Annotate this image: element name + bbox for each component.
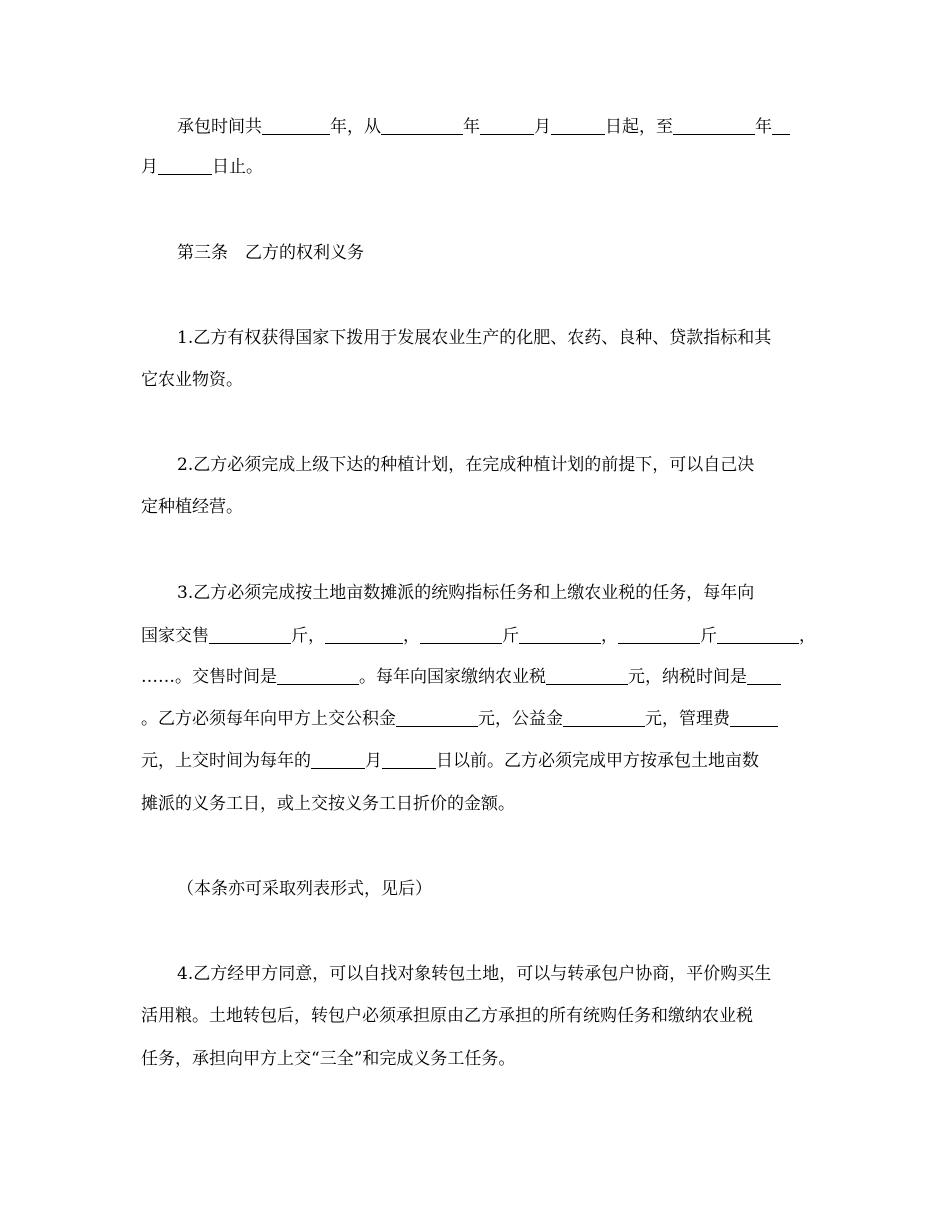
blank-field: [325, 625, 403, 644]
text-segment: ，: [403, 626, 420, 646]
text-segment: 年，从: [330, 117, 381, 137]
blank-field: [396, 708, 478, 727]
blank-field: [717, 625, 799, 644]
blank-field: [747, 666, 781, 685]
text-segment: 元，上交时间为每年的: [141, 751, 311, 771]
clause-1-line-1: 1.乙方有权获得国家下拨用于发展农业生产的化肥、农药、良种、贷款指标和其: [177, 328, 772, 348]
table-form-note: （本条亦可采取列表形式，见后）: [177, 879, 432, 899]
clause-4-line-3: 任务，承担向甲方上交“三全”和完成义务工任务。: [141, 1049, 516, 1069]
text-segment: ，: [601, 626, 618, 646]
blank-field: [420, 625, 502, 644]
article-3-heading: 第三条 乙方的权利义务: [177, 243, 364, 263]
text-segment: ，: [799, 626, 816, 646]
clause-3-line-3: [141, 666, 781, 688]
clause-3-line-2: [141, 625, 816, 647]
clause-1-line-2: 它农业物资。: [141, 370, 243, 390]
blank-field: [546, 666, 628, 685]
clause-2-line-2: 定种植经营。: [141, 497, 243, 517]
clause-3-line-1: 3.乙方必须完成按土地亩数摊派的统购指标任务和上缴农业税的任务，每年向: [177, 583, 755, 603]
text-segment: 斤: [700, 626, 717, 646]
blank-field: [730, 708, 778, 727]
blank-field: [158, 156, 212, 175]
blank-field: [563, 708, 645, 727]
contract-period-line-2: [141, 156, 263, 178]
text-segment: 斤: [502, 626, 519, 646]
clause-3-line-4: [141, 708, 778, 730]
text-segment: 斤，: [291, 626, 325, 646]
text-segment: 年: [755, 117, 772, 137]
blank-field: [673, 116, 755, 135]
blank-field: [480, 116, 534, 135]
text-segment: 承包时间共: [177, 117, 262, 137]
text-segment: 元，纳税时间是: [628, 667, 747, 687]
text-segment: 。乙方必须每年向甲方上交公积金: [141, 709, 396, 729]
clause-3-line-5: [141, 750, 759, 772]
blank-field: [551, 116, 605, 135]
text-segment: 月: [141, 157, 158, 177]
blank-field: [618, 625, 700, 644]
contract-period-line-1: [177, 116, 790, 138]
text-segment: 。每年向国家缴纳农业税: [359, 667, 546, 687]
clause-4-line-1: 4.乙方经甲方同意，可以自找对象转包土地，可以与转承包户协商，平价购买生: [177, 964, 772, 984]
text-segment: 日起，至: [605, 117, 673, 137]
clause-3-line-6: 摊派的义务工日，或上交按义务工日折价的金额。: [141, 794, 515, 814]
text-segment: 年: [463, 117, 480, 137]
text-segment: 元，公益金: [478, 709, 563, 729]
clause-2-line-1: 2.乙方必须完成上级下达的种植计划，在完成种植计划的前提下，可以自己决: [177, 455, 755, 475]
blank-field: [519, 625, 601, 644]
text-segment: ……。交售时间是: [141, 667, 277, 687]
text-segment: 月: [365, 751, 382, 771]
blank-field: [382, 750, 436, 769]
blank-field: [772, 116, 790, 135]
text-segment: 元，管理费: [645, 709, 730, 729]
text-segment: 国家交售: [141, 626, 209, 646]
clause-4-line-2: 活用粮。土地转包后，转包户必须承担原由乙方承担的所有统购任务和缴纳农业税: [141, 1006, 753, 1026]
blank-field: [262, 116, 330, 135]
blank-field: [277, 666, 359, 685]
text-segment: 月: [534, 117, 551, 137]
text-segment: 日止。: [212, 157, 263, 177]
blank-field: [381, 116, 463, 135]
text-segment: 日以前。乙方必须完成甲方按承包土地亩数: [436, 751, 759, 771]
blank-field: [209, 625, 291, 644]
blank-field: [311, 750, 365, 769]
